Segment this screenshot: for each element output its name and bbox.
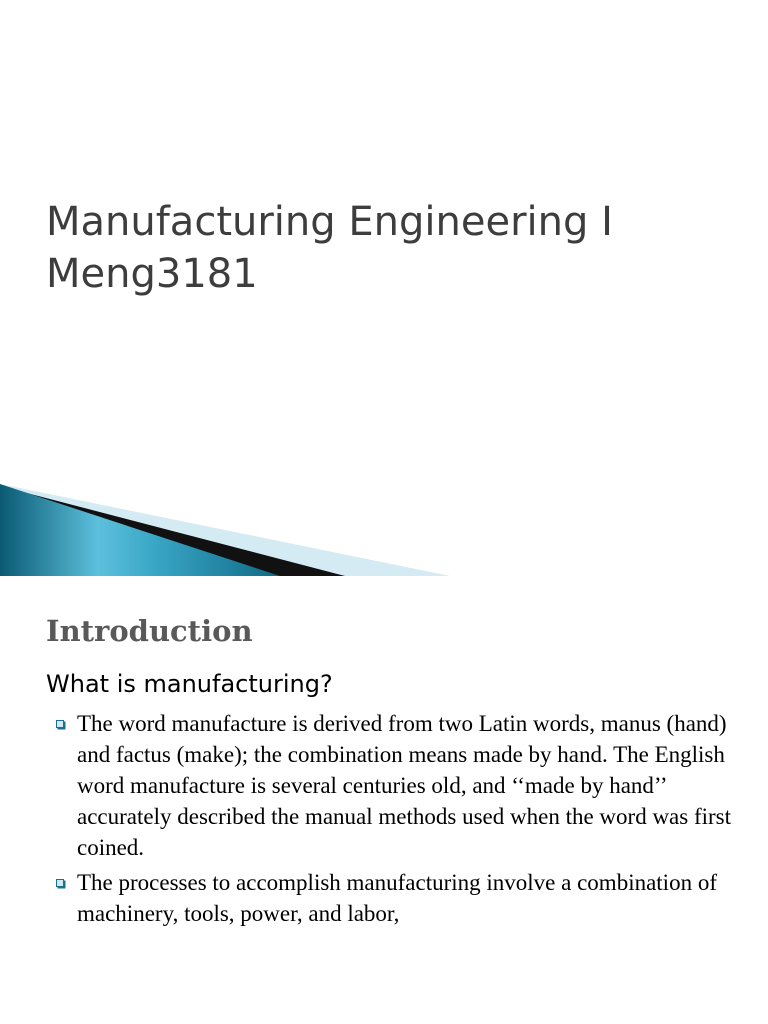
decorative-swoosh xyxy=(0,470,768,576)
slide-title xyxy=(46,196,746,300)
slide-title-line-2: Meng3181 xyxy=(46,251,258,297)
square-bullet-icon xyxy=(56,720,64,728)
section-subheading: What is manufacturing? xyxy=(46,670,333,698)
bullet-item xyxy=(52,708,732,863)
bullet-text: The processes to accomplish manufacturing involve a combination of machinery, tools, power, and labor, xyxy=(77,870,717,926)
square-bullet-icon xyxy=(56,879,64,887)
bullet-item xyxy=(52,867,732,929)
slide-title-line-1: Manufacturing Engineering I xyxy=(46,199,613,245)
introduction-slide xyxy=(0,576,768,1024)
section-heading: Introduction xyxy=(46,614,253,648)
bullet-list xyxy=(52,708,732,933)
bullet-text: The word manufacture is derived from two Latin words, manus (hand) and factus (make); the combination means made by hand. The English word manufacture is several centuries old, and ‘‘made by hand’’ accurately described the manual methods used when the word was first coined. xyxy=(77,711,732,860)
